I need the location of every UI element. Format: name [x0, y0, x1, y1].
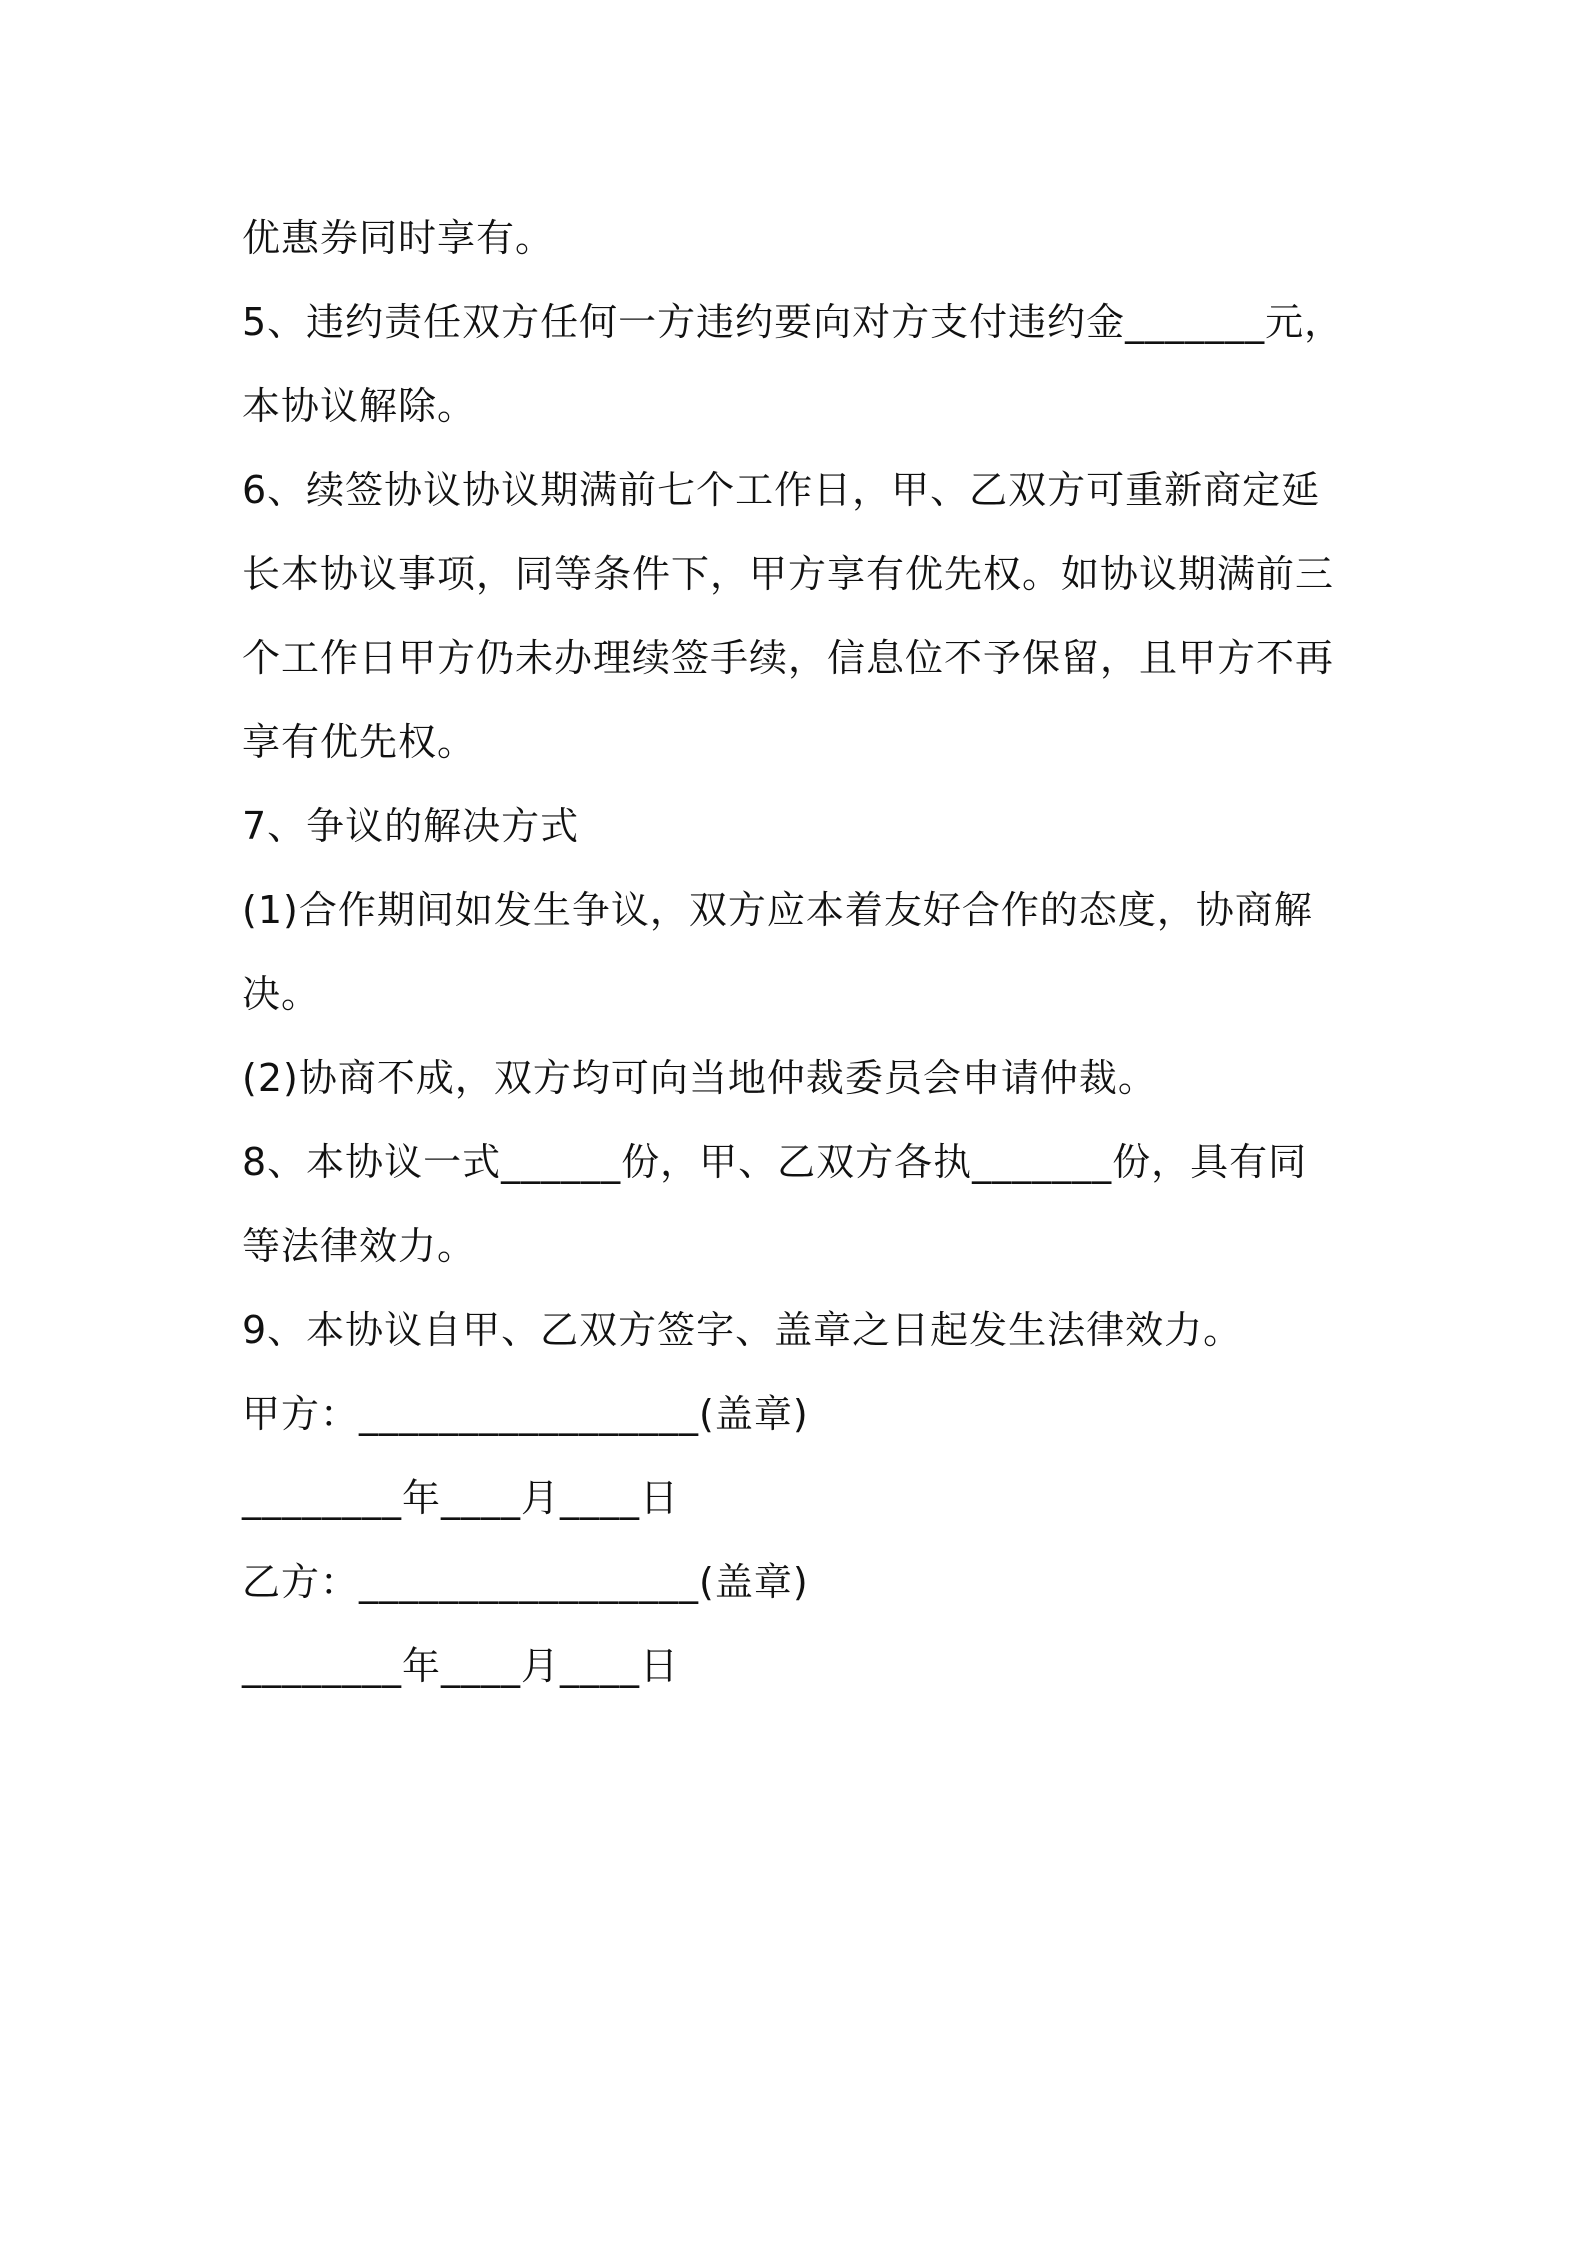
clause-7-item-1-line-1: (1)合作期间如发生争议，双方应本着友好合作的态度，协商解	[242, 888, 1313, 932]
clause-7-item-2: (2)协商不成，双方均可向当地仲裁委员会申请仲裁。	[242, 1056, 1157, 1100]
party-b-signature-line: 乙方：_________________(盖章)	[242, 1560, 809, 1604]
clause-7-heading: 7、争议的解决方式	[242, 804, 580, 848]
party-a-date-line: ________年____月____日	[242, 1476, 680, 1520]
clause-6-line-4: 享有优先权。	[242, 720, 477, 764]
document-body	[242, 196, 1362, 1708]
clause-5-line-1: 5、违约责任双方任何一方违约要向对方支付违约金_______元，	[242, 300, 1344, 344]
clause-7-item-1-line-2: 决。	[242, 972, 321, 1016]
party-b-date-line: ________年____月____日	[242, 1644, 680, 1688]
clause-6-line-1: 6、续签协议协议期满前七个工作日，甲、乙双方可重新商定延	[242, 468, 1321, 512]
clause-8-line-2: 等法律效力。	[242, 1224, 477, 1268]
party-a-signature-line: 甲方：_________________(盖章)	[242, 1392, 809, 1436]
continued-clause-line: 优惠券同时享有。	[242, 216, 555, 260]
clause-9-line: 9、本协议自甲、乙双方签字、盖章之日起发生法律效力。	[242, 1308, 1243, 1352]
clause-8-line-1: 8、本协议一式______份，甲、乙双方各执_______份，具有同	[242, 1140, 1308, 1184]
clause-6-line-3: 个工作日甲方仍未办理续签手续，信息位不予保留，且甲方不再	[242, 636, 1335, 680]
clause-6-line-2: 长本协议事项，同等条件下，甲方享有优先权。如协议期满前三	[242, 552, 1335, 596]
clause-5-line-2: 本协议解除。	[242, 384, 477, 428]
